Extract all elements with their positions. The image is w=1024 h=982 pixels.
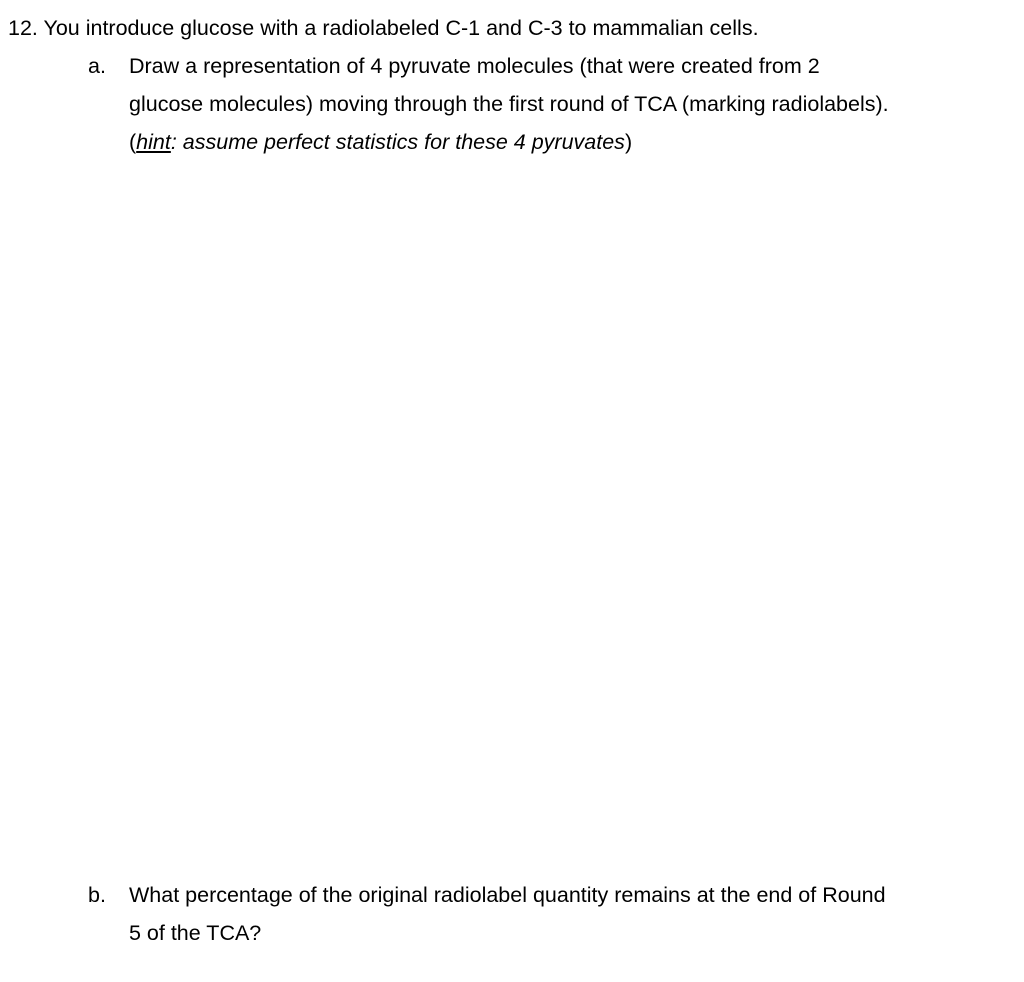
hint-close-paren: ) [624, 130, 633, 154]
question-12-text: 12. You introduce glucose with a radiolabeled C-1 and C-3 to mammalian cells. [8, 16, 759, 40]
part-a-line-1: Draw a representation of 4 pyruvate molecules (that were created from 2 [129, 54, 820, 78]
part-b-line-1: What percentage of the original radiolabel quantity remains at the end of Round [129, 883, 886, 907]
part-a-hint-line [129, 123, 1019, 161]
part-b-line-2: 5 of the TCA? [129, 921, 262, 945]
part-a-line-2: glucose molecules) moving through the first round of TCA (marking radiolabels). [129, 92, 889, 116]
part-b-body [129, 876, 1019, 952]
part-a-label: a. [88, 54, 106, 78]
part-b [88, 876, 1018, 956]
question-12-prompt [8, 14, 1008, 42]
part-a [88, 47, 1018, 167]
hint-keyword: hint [136, 130, 171, 154]
hint-open-paren: ( [129, 130, 137, 154]
answer-space [0, 170, 1024, 870]
hint-text: : assume perfect statistics for these 4 pyruvates [170, 130, 625, 154]
part-a-body [129, 47, 1019, 161]
part-b-label: b. [88, 883, 106, 907]
